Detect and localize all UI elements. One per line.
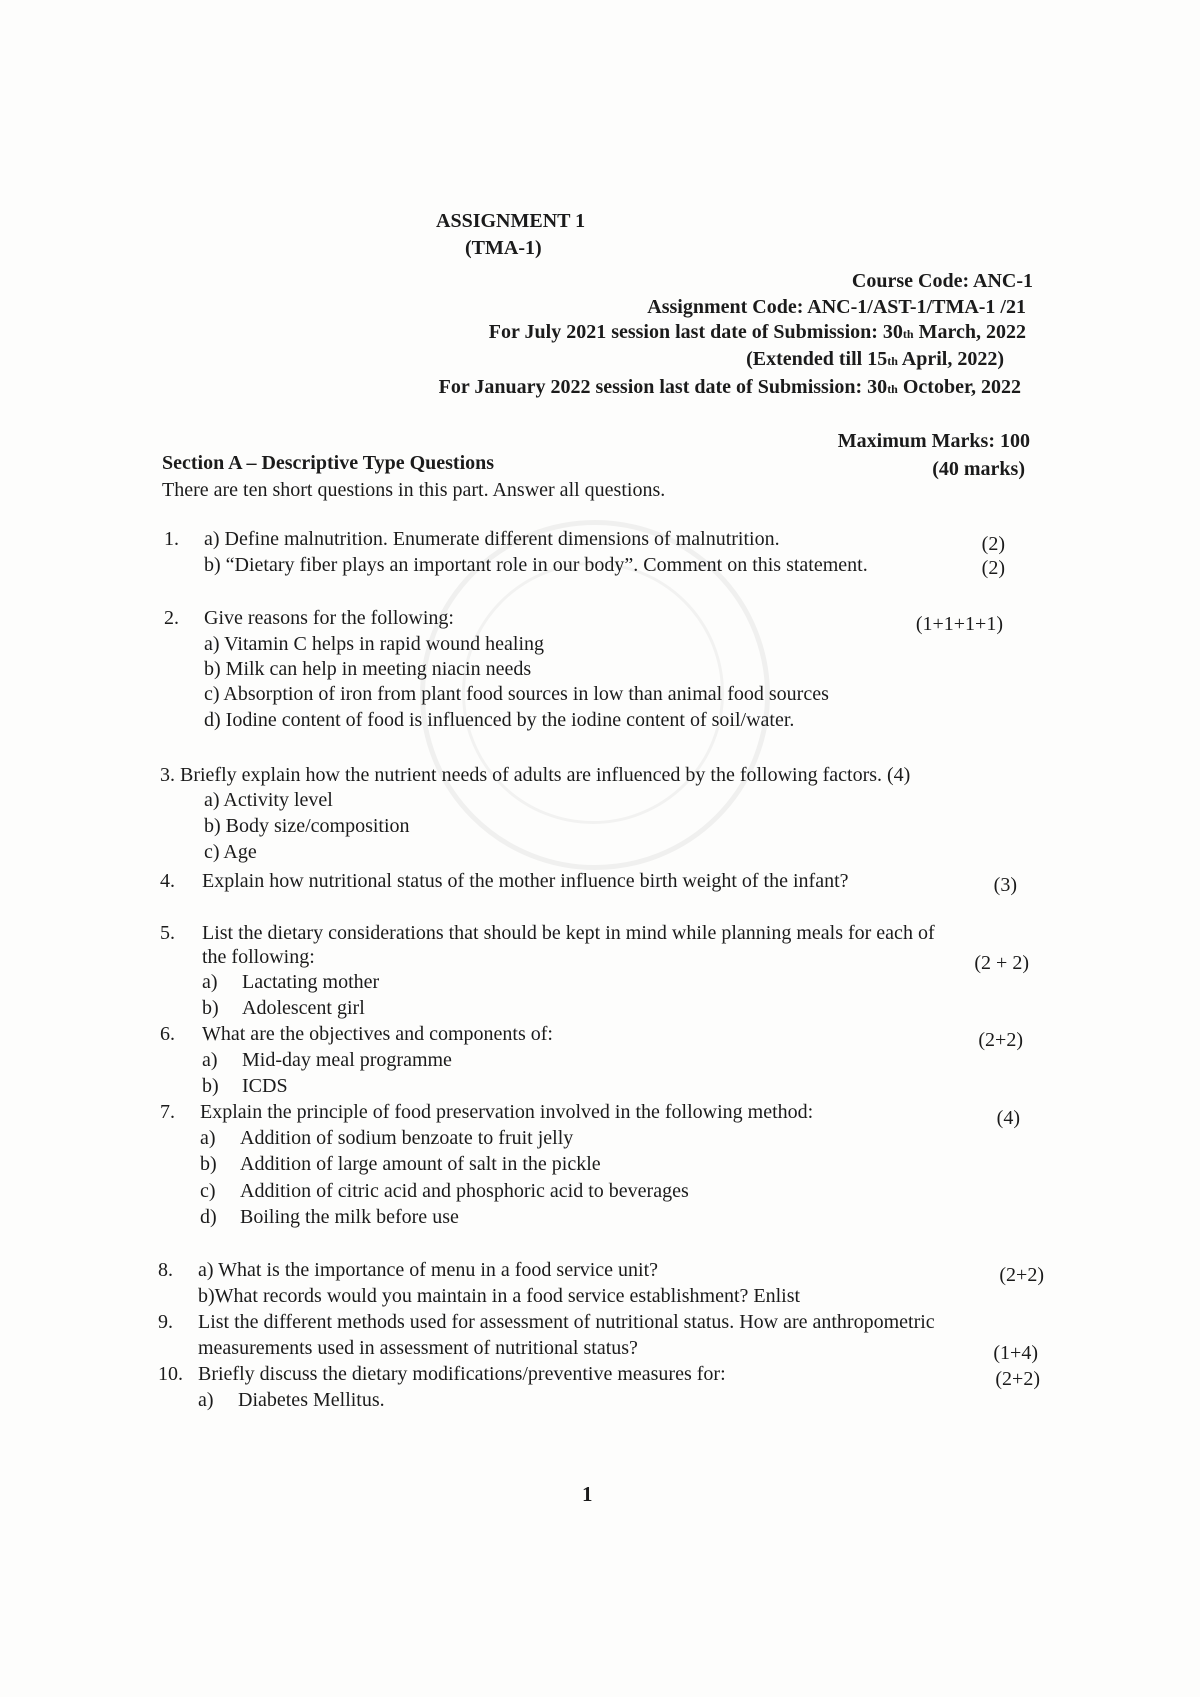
q7-part-b: Addition of large amount of salt in the pickle bbox=[240, 1153, 601, 1175]
july-session-deadline bbox=[489, 321, 1026, 344]
q3-part-b: b) Body size/composition bbox=[204, 815, 410, 837]
q8-part-b: b)What records would you maintain in a food service establishment? Enlist bbox=[198, 1285, 801, 1307]
q7-number: 7. bbox=[160, 1101, 175, 1123]
q7-part-d-label: d) bbox=[200, 1206, 217, 1228]
q8-marks: (2+2) bbox=[999, 1264, 1044, 1286]
q7-part-c: Addition of citric acid and phosphoric acid to beverages bbox=[240, 1180, 689, 1202]
q2-part-c: c) Absorption of iron from plant food sources in low than animal food sources bbox=[204, 683, 829, 705]
q4-marks: (3) bbox=[993, 874, 1017, 896]
q5-part-b-label: b) bbox=[202, 997, 219, 1019]
q5-marks: (2 + 2) bbox=[974, 952, 1029, 974]
q9-number: 9. bbox=[158, 1311, 173, 1333]
q10-part-a-label: a) bbox=[198, 1389, 214, 1411]
q3-part-c: c) Age bbox=[204, 841, 257, 863]
q7-part-a-label: a) bbox=[200, 1127, 216, 1149]
assignment-subtitle: (TMA-1) bbox=[465, 237, 542, 259]
assignment-code: Assignment Code: ANC-1/AST-1/TMA-1 /21 bbox=[647, 296, 1026, 318]
q2-part-d: d) Iodine content of food is influenced by the iodine content of soil/water. bbox=[204, 709, 795, 731]
q2-text: Give reasons for the following: bbox=[204, 607, 454, 629]
course-code: Course Code: ANC-1 bbox=[851, 270, 1033, 292]
extended-deadline-suffix: April, 2022) bbox=[897, 348, 1004, 370]
q3-part-a: a) Activity level bbox=[204, 789, 333, 811]
q6-part-a: Mid-day meal programme bbox=[242, 1049, 452, 1071]
section-instruction: There are ten short questions in this part. Answer all questions. bbox=[162, 479, 666, 501]
q10-text: Briefly discuss the dietary modifications/preventive measures for: bbox=[198, 1363, 726, 1385]
q4-number: 4. bbox=[160, 870, 175, 892]
q6-part-b: ICDS bbox=[242, 1075, 288, 1097]
q8-number: 8. bbox=[158, 1259, 173, 1281]
q2-number: 2. bbox=[164, 607, 179, 629]
q5-part-a: Lactating mother bbox=[242, 971, 380, 993]
q10-marks: (2+2) bbox=[995, 1368, 1040, 1390]
q1-part-a-marks: (2) bbox=[981, 533, 1005, 555]
assignment-title: ASSIGNMENT 1 bbox=[436, 210, 586, 232]
q7-part-d: Boiling the milk before use bbox=[240, 1206, 459, 1228]
q5-number: 5. bbox=[160, 922, 175, 944]
q7-part-b-label: b) bbox=[200, 1153, 217, 1175]
q3-text: 3. Briefly explain how the nutrient needs of adults are influenced by the following factors. (4) bbox=[160, 764, 911, 786]
q10-part-a: Diabetes Mellitus. bbox=[238, 1389, 385, 1411]
q5-text: List the dietary considerations that should be kept in mind while planning meals for each of bbox=[202, 922, 935, 944]
extended-deadline bbox=[746, 348, 1004, 371]
q1-number: 1. bbox=[164, 528, 179, 550]
page-number: 1 bbox=[582, 1482, 593, 1506]
q9-text-line2: measurements used in assessment of nutritional status? bbox=[198, 1337, 638, 1359]
q7-text: Explain the principle of food preservation involved in the following method: bbox=[200, 1101, 814, 1123]
q5-part-b: Adolescent girl bbox=[242, 997, 365, 1019]
maximum-marks: Maximum Marks: 100 bbox=[837, 430, 1030, 452]
q2-part-b: b) Milk can help in meeting niacin needs bbox=[204, 658, 532, 680]
q6-number: 6. bbox=[160, 1023, 175, 1045]
q1-part-b: b) “Dietary fiber plays an important role in our body”. Comment on this statement. bbox=[204, 554, 868, 576]
july-deadline-suffix: March, 2022 bbox=[913, 321, 1026, 343]
q1-part-a: a) Define malnutrition. Enumerate different dimensions of malnutrition. bbox=[204, 528, 780, 550]
q6-part-b-label: b) bbox=[202, 1075, 219, 1097]
q6-text: What are the objectives and components of: bbox=[202, 1023, 553, 1045]
q5-text-line2: the following: bbox=[202, 946, 315, 968]
q8-part-a: a) What is the importance of menu in a food service unit? bbox=[198, 1259, 659, 1281]
q7-part-c-label: c) bbox=[200, 1180, 216, 1202]
q7-part-a: Addition of sodium benzoate to fruit jelly bbox=[240, 1127, 574, 1149]
q10-number: 10. bbox=[158, 1363, 183, 1385]
q4-text: Explain how nutritional status of the mother influence birth weight of the infant? bbox=[202, 870, 849, 892]
section-title: Section A – Descriptive Type Questions bbox=[162, 452, 495, 474]
july-deadline-prefix: For July 2021 session last date of Submission: 30 bbox=[488, 321, 903, 343]
jan-deadline-sup: th bbox=[887, 382, 898, 396]
q6-marks: (2+2) bbox=[978, 1029, 1023, 1051]
section-marks: (40 marks) bbox=[932, 458, 1025, 480]
q6-part-a-label: a) bbox=[202, 1049, 218, 1071]
extended-deadline-prefix: (Extended till 15 bbox=[746, 348, 888, 370]
q7-marks: (4) bbox=[996, 1107, 1020, 1129]
jan-deadline-suffix: October, 2022 bbox=[897, 376, 1021, 398]
q9-text: List the different methods used for assessment of nutritional status. How are anthropometric bbox=[198, 1311, 935, 1333]
q1-part-b-marks: (2) bbox=[981, 557, 1005, 579]
july-deadline-sup: th bbox=[902, 327, 914, 341]
q2-part-a: a) Vitamin C helps in rapid wound healing bbox=[204, 633, 545, 655]
q2-marks: (1+1+1+1) bbox=[915, 613, 1003, 635]
q9-marks: (1+4) bbox=[993, 1342, 1038, 1364]
jan-deadline-prefix: For January 2022 session last date of Submission: 30 bbox=[438, 376, 888, 398]
extended-deadline-sup: th bbox=[887, 354, 898, 368]
q5-part-a-label: a) bbox=[202, 971, 218, 993]
january-session-deadline bbox=[439, 376, 1021, 399]
